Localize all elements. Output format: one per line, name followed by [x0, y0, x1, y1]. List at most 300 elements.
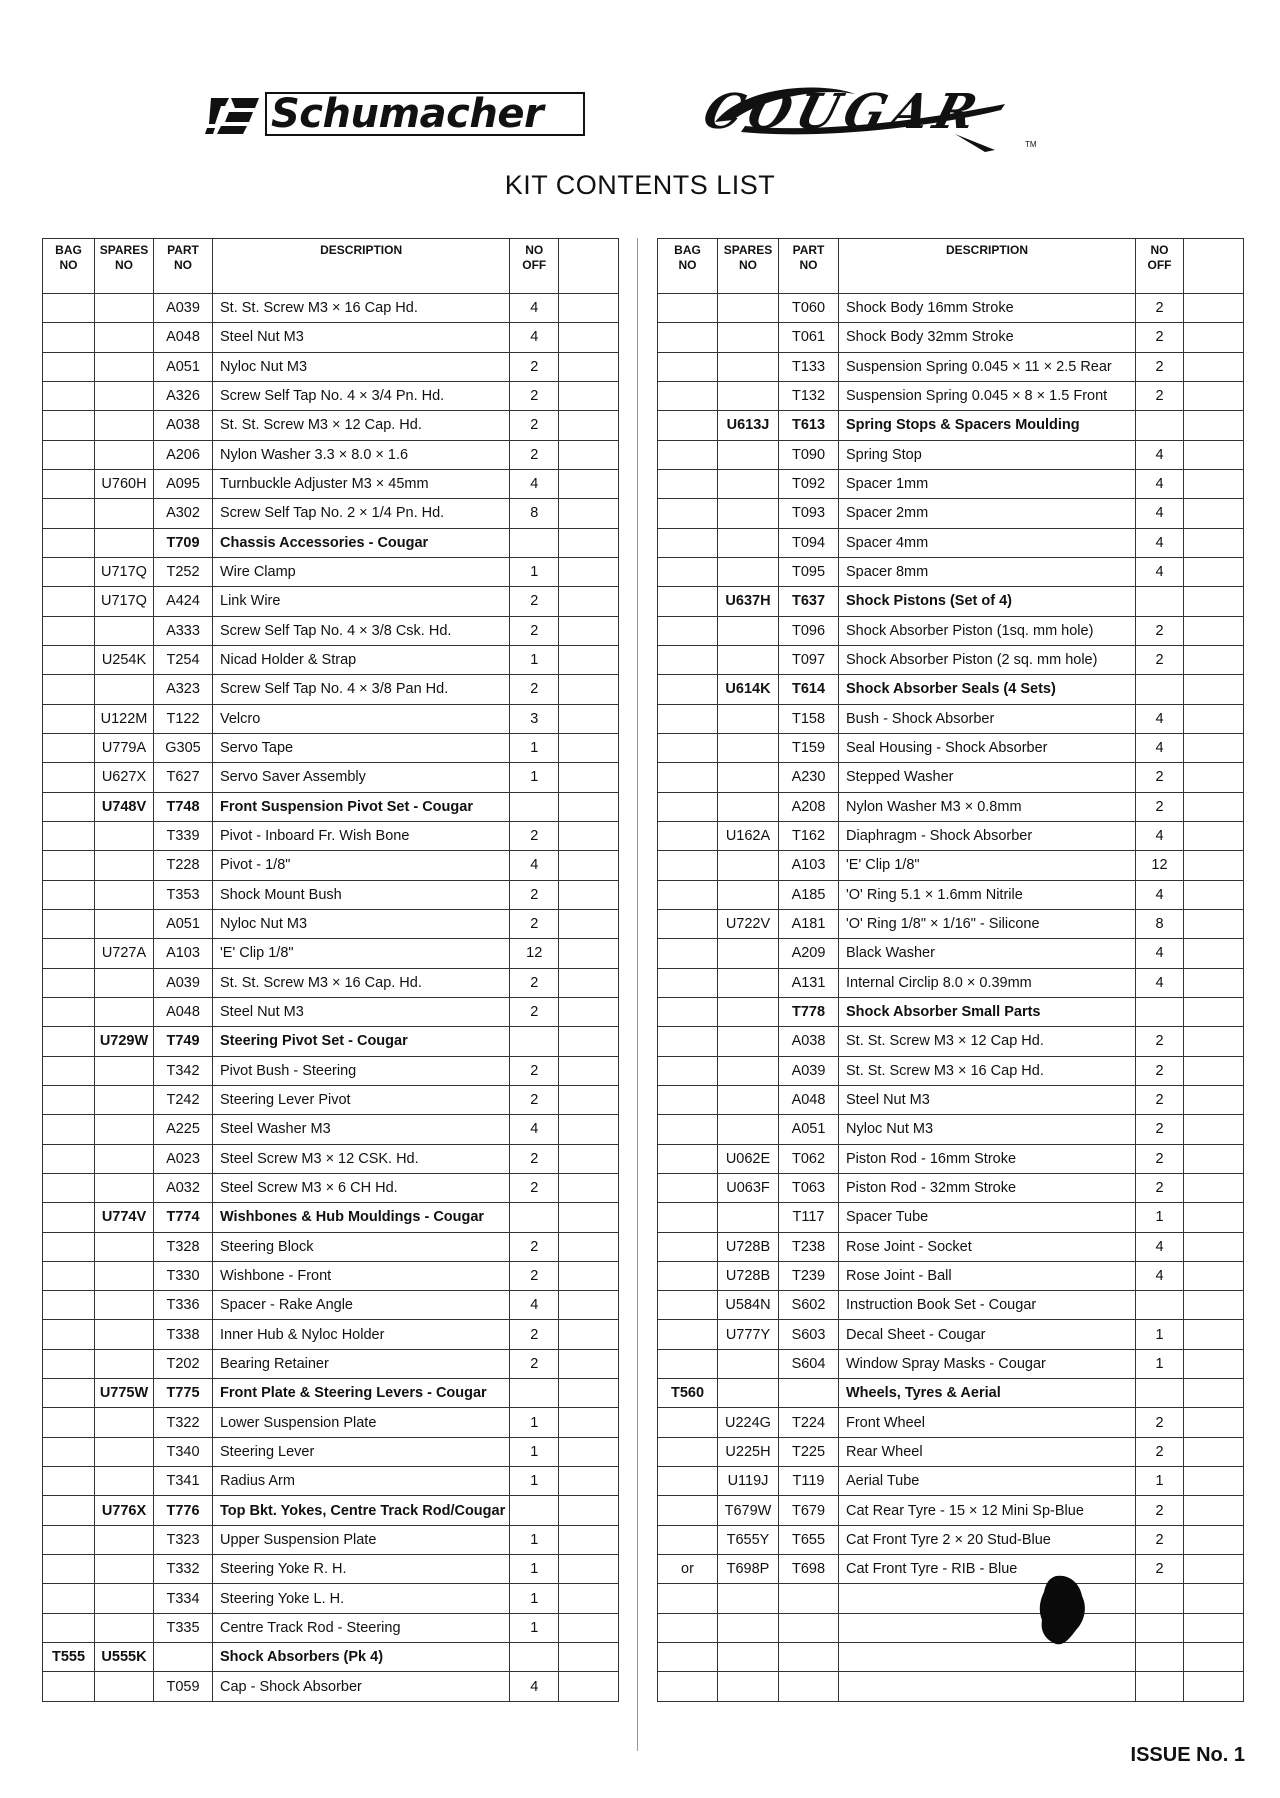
- qty-cell: 2: [510, 675, 559, 704]
- description-cell: 'O' Ring 5.1 × 1.6mm Nitrile: [839, 880, 1136, 909]
- table-row: [658, 1467, 1244, 1496]
- spares-no-cell: U775W: [95, 1379, 154, 1408]
- spares-no-cell: [718, 1349, 779, 1378]
- blank-cell: [559, 1496, 619, 1525]
- part-no-cell: T095: [779, 557, 839, 586]
- spares-no-cell: [95, 1291, 154, 1320]
- bag-no-cell: [658, 1613, 718, 1642]
- part-no-cell: T242: [154, 1085, 213, 1114]
- spares-no-cell: U779A: [95, 733, 154, 762]
- spares-no-cell: [95, 1320, 154, 1349]
- spares-no-cell: [718, 499, 779, 528]
- blank-cell: [559, 997, 619, 1026]
- table-row: [658, 821, 1244, 850]
- description-cell: [839, 1672, 1136, 1701]
- qty-cell: 4: [1136, 968, 1184, 997]
- qty-cell: 2: [510, 1320, 559, 1349]
- blank-cell: [559, 499, 619, 528]
- qty-cell: 2: [1136, 1525, 1184, 1554]
- spares-no-cell: [95, 880, 154, 909]
- description-cell: Steering Yoke L. H.: [213, 1584, 510, 1613]
- brand-name: Schumacher: [271, 91, 544, 137]
- blank-cell: [559, 733, 619, 762]
- description-cell: Wishbones & Hub Mouldings - Cougar: [213, 1203, 510, 1232]
- blank-cell: [1184, 381, 1244, 410]
- spares-no-cell: [95, 1085, 154, 1114]
- blank-cell: [559, 1525, 619, 1554]
- bag-no-cell: [658, 1232, 718, 1261]
- qty-cell: 2: [1136, 381, 1184, 410]
- blank-cell: [559, 1672, 619, 1701]
- spares-no-cell: U627X: [95, 763, 154, 792]
- description-cell: Spacer Tube: [839, 1203, 1136, 1232]
- description-cell: Cat Front Tyre - RIB - Blue: [839, 1555, 1136, 1584]
- part-no-cell: A023: [154, 1144, 213, 1173]
- table-row: [658, 469, 1244, 498]
- table-row: [658, 1144, 1244, 1173]
- qty-cell: 4: [510, 294, 559, 323]
- description-cell: Rose Joint - Socket: [839, 1232, 1136, 1261]
- bag-no-cell: [658, 880, 718, 909]
- bag-no-cell: [43, 1291, 95, 1320]
- qty-cell: [1136, 1613, 1184, 1642]
- spares-no-cell: T655Y: [718, 1525, 779, 1554]
- part-no-cell: T094: [779, 528, 839, 557]
- qty-cell: 1: [1136, 1467, 1184, 1496]
- bag-no-cell: [658, 1203, 718, 1232]
- qty-cell: 2: [510, 616, 559, 645]
- bag-no-cell: [43, 939, 95, 968]
- bag-no-cell: [43, 294, 95, 323]
- table-row: [43, 411, 619, 440]
- blank-cell: [559, 557, 619, 586]
- part-no-header: PART NO: [779, 239, 839, 294]
- blank-cell: [559, 763, 619, 792]
- qty-cell: 4: [1136, 469, 1184, 498]
- part-no-cell: T637: [779, 587, 839, 616]
- part-no-cell: A039: [779, 1056, 839, 1085]
- spares-no-cell: U760H: [95, 469, 154, 498]
- description-cell: Upper Suspension Plate: [213, 1525, 510, 1554]
- blank-cell: [559, 1173, 619, 1202]
- issue-number: ISSUE No. 1: [1130, 1744, 1245, 1766]
- bag-no-header: BAG NO: [43, 239, 95, 294]
- table-row: [658, 1203, 1244, 1232]
- bag-no-cell: [43, 352, 95, 381]
- bag-no-cell: T560: [658, 1379, 718, 1408]
- description-cell: Nylon Washer 3.3 × 8.0 × 1.6: [213, 440, 510, 469]
- spares-no-cell: U122M: [95, 704, 154, 733]
- blank-cell: [1184, 557, 1244, 586]
- table-row: [658, 1555, 1244, 1584]
- spares-no-cell: [718, 1056, 779, 1085]
- description-cell: Diaphragm - Shock Absorber: [839, 821, 1136, 850]
- spares-no-cell: [95, 909, 154, 938]
- table-row: [43, 616, 619, 645]
- bag-no-cell: [43, 1467, 95, 1496]
- part-no-cell: A302: [154, 499, 213, 528]
- description-cell: Top Bkt. Yokes, Centre Track Rod/Cougar: [213, 1496, 510, 1525]
- qty-cell: 4: [510, 1291, 559, 1320]
- blank-cell: [1184, 675, 1244, 704]
- description-cell: Chassis Accessories - Cougar: [213, 528, 510, 557]
- table-row: [658, 1027, 1244, 1056]
- bag-no-cell: [43, 1261, 95, 1290]
- spares-no-cell: U727A: [95, 939, 154, 968]
- spares-no-cell: [718, 440, 779, 469]
- column-divider: [637, 238, 638, 1751]
- part-no-cell: T353: [154, 880, 213, 909]
- bag-no-cell: [43, 880, 95, 909]
- description-cell: Steel Nut M3: [839, 1085, 1136, 1114]
- bag-no-cell: [658, 1261, 718, 1290]
- blank-cell: [559, 1027, 619, 1056]
- description-cell: Rose Joint - Ball: [839, 1261, 1136, 1290]
- bag-no-cell: [658, 821, 718, 850]
- part-no-cell: A131: [779, 968, 839, 997]
- table-row: [658, 411, 1244, 440]
- part-no-cell: T614: [779, 675, 839, 704]
- blank-cell: [559, 1203, 619, 1232]
- spares-no-cell: U254K: [95, 645, 154, 674]
- part-no-cell: A326: [154, 381, 213, 410]
- blank-cell: [559, 1555, 619, 1584]
- blank-cell: [1184, 1115, 1244, 1144]
- spares-no-cell: U728B: [718, 1232, 779, 1261]
- page-title: KIT CONTENTS LIST: [504, 170, 776, 200]
- spares-no-cell: [718, 1672, 779, 1701]
- qty-cell: 4: [1136, 733, 1184, 762]
- table-row: [43, 733, 619, 762]
- description-cell: St. St. Screw M3 × 12 Cap Hd.: [839, 1027, 1136, 1056]
- bag-no-cell: [658, 1144, 718, 1173]
- spares-no-cell: U063F: [718, 1173, 779, 1202]
- qty-cell: [510, 1027, 559, 1056]
- table-row: [43, 1437, 619, 1466]
- description-cell: Steel Nut M3: [213, 323, 510, 352]
- description-cell: Nyloc Nut M3: [839, 1115, 1136, 1144]
- part-no-cell: A051: [779, 1115, 839, 1144]
- description-cell: Nylon Washer M3 × 0.8mm: [839, 792, 1136, 821]
- qty-cell: 2: [510, 1085, 559, 1114]
- table-row: [658, 557, 1244, 586]
- qty-cell: [1136, 997, 1184, 1026]
- table-row: [43, 557, 619, 586]
- spares-no-cell: [718, 939, 779, 968]
- table-row: [43, 880, 619, 909]
- blank-cell: [559, 1613, 619, 1642]
- spares-no-cell: U776X: [95, 1496, 154, 1525]
- spares-no-cell: [718, 645, 779, 674]
- blank-cell: [1184, 1379, 1244, 1408]
- qty-cell: [1136, 675, 1184, 704]
- qty-cell: 4: [1136, 557, 1184, 586]
- bag-no-cell: [658, 939, 718, 968]
- bag-no-cell: [43, 1555, 95, 1584]
- description-cell: Pivot - Inboard Fr. Wish Bone: [213, 821, 510, 850]
- table-row: [658, 939, 1244, 968]
- blank-cell: [1184, 1613, 1244, 1642]
- blank-cell: [1184, 792, 1244, 821]
- blank-cell: [559, 1379, 619, 1408]
- table-row: [43, 704, 619, 733]
- description-cell: Stepped Washer: [839, 763, 1136, 792]
- bag-no-cell: [43, 1672, 95, 1701]
- blank-cell: [559, 939, 619, 968]
- bag-no-cell: [658, 411, 718, 440]
- blank-cell: [1184, 704, 1244, 733]
- spares-no-cell: U777Y: [718, 1320, 779, 1349]
- table-row: [658, 1672, 1244, 1701]
- table-row: [43, 1672, 619, 1701]
- part-no-cell: A051: [154, 352, 213, 381]
- description-cell: Steering Lever Pivot: [213, 1085, 510, 1114]
- description-cell: Seal Housing - Shock Absorber: [839, 733, 1136, 762]
- description-cell: Steering Lever: [213, 1437, 510, 1466]
- qty-cell: 1: [510, 1613, 559, 1642]
- table-row: [658, 1496, 1244, 1525]
- part-no-cell: T061: [779, 323, 839, 352]
- blank-cell: [559, 1085, 619, 1114]
- part-no-cell: T749: [154, 1027, 213, 1056]
- part-no-cell: T335: [154, 1613, 213, 1642]
- table-row: [658, 1056, 1244, 1085]
- qty-cell: 4: [1136, 440, 1184, 469]
- bag-no-cell: [658, 587, 718, 616]
- blank-cell: [1184, 1349, 1244, 1378]
- table-row: [43, 1643, 619, 1672]
- qty-cell: 2: [510, 821, 559, 850]
- blank-cell: [559, 792, 619, 821]
- table-row: [43, 1584, 619, 1613]
- spares-no-cell: [95, 294, 154, 323]
- blank-cell: [1184, 294, 1244, 323]
- blank-cell: [1184, 1291, 1244, 1320]
- table-row: [658, 1349, 1244, 1378]
- blank-cell: [1184, 1555, 1244, 1584]
- bag-no-cell: [43, 968, 95, 997]
- qty-cell: [1136, 1379, 1184, 1408]
- blank-cell: [1184, 880, 1244, 909]
- qty-cell: 4: [1136, 880, 1184, 909]
- table-row: [43, 1291, 619, 1320]
- description-cell: Pivot Bush - Steering: [213, 1056, 510, 1085]
- schumacher-mark-icon: [205, 94, 261, 136]
- table-row: [658, 1115, 1244, 1144]
- description-cell: Nyloc Nut M3: [213, 352, 510, 381]
- table-row: [43, 587, 619, 616]
- table-row: [43, 1320, 619, 1349]
- part-no-cell: T062: [779, 1144, 839, 1173]
- part-no-cell: T340: [154, 1437, 213, 1466]
- description-cell: Servo Tape: [213, 733, 510, 762]
- bag-no-cell: [43, 821, 95, 850]
- blank-cell: [1184, 1173, 1244, 1202]
- blank-cell: [1184, 1408, 1244, 1437]
- spares-no-cell: [95, 352, 154, 381]
- qty-cell: 4: [510, 323, 559, 352]
- spares-no-cell: [95, 1525, 154, 1554]
- bag-no-cell: [43, 1320, 95, 1349]
- part-no-cell: T709: [154, 528, 213, 557]
- part-no-cell: T342: [154, 1056, 213, 1085]
- bag-no-cell: [658, 1408, 718, 1437]
- spares-no-cell: U722V: [718, 909, 779, 938]
- qty-cell: 2: [510, 997, 559, 1026]
- blank-cell: [1184, 1261, 1244, 1290]
- description-cell: Shock Mount Bush: [213, 880, 510, 909]
- qty-cell: 4: [1136, 704, 1184, 733]
- part-no-cell: T133: [779, 352, 839, 381]
- qty-cell: 2: [510, 1173, 559, 1202]
- table-row: [658, 909, 1244, 938]
- bag-no-cell: [43, 1525, 95, 1554]
- bag-no-cell: [43, 792, 95, 821]
- bag-no-cell: [43, 675, 95, 704]
- spares-no-cell: [95, 1467, 154, 1496]
- qty-cell: 1: [510, 1584, 559, 1613]
- spares-no-cell: U225H: [718, 1437, 779, 1466]
- blank-cell: [1184, 1144, 1244, 1173]
- description-cell: Velcro: [213, 704, 510, 733]
- table-row: [658, 1379, 1244, 1408]
- part-no-header: PART NO: [154, 239, 213, 294]
- description-cell: [839, 1613, 1136, 1642]
- table-row: [658, 352, 1244, 381]
- part-no-cell: S603: [779, 1320, 839, 1349]
- table-row: [43, 352, 619, 381]
- description-cell: Wheels, Tyres & Aerial: [839, 1379, 1136, 1408]
- spares-no-cell: U748V: [95, 792, 154, 821]
- left-table-body: [43, 294, 619, 1702]
- table-row: [43, 1056, 619, 1085]
- part-no-cell: A048: [154, 323, 213, 352]
- part-no-cell: A048: [154, 997, 213, 1026]
- part-no-cell: [779, 1672, 839, 1701]
- blank-cell: [559, 1144, 619, 1173]
- blank-cell: [1184, 1320, 1244, 1349]
- bag-no-cell: [658, 792, 718, 821]
- spares-no-cell: [95, 440, 154, 469]
- bag-no-cell: [658, 1027, 718, 1056]
- part-no-cell: T341: [154, 1467, 213, 1496]
- description-cell: Piston Rod - 32mm Stroke: [839, 1173, 1136, 1202]
- spares-no-cell: [95, 1232, 154, 1261]
- description-cell: 'E' Clip 1/8": [213, 939, 510, 968]
- blank-cell: [1184, 1203, 1244, 1232]
- spares-no-cell: [95, 997, 154, 1026]
- blank-cell: [559, 1261, 619, 1290]
- blank-cell: [559, 1115, 619, 1144]
- bag-no-cell: [658, 557, 718, 586]
- table-header-row: [658, 239, 1244, 294]
- spares-no-cell: [718, 1203, 779, 1232]
- qty-cell: 2: [1136, 1408, 1184, 1437]
- spares-no-cell: [95, 1115, 154, 1144]
- description-cell: Shock Body 32mm Stroke: [839, 323, 1136, 352]
- description-cell: Wire Clamp: [213, 557, 510, 586]
- description-cell: Lower Suspension Plate: [213, 1408, 510, 1437]
- qty-cell: 4: [510, 1115, 559, 1144]
- bag-no-cell: [43, 1085, 95, 1114]
- table-row: [43, 1525, 619, 1554]
- description-cell: [839, 1643, 1136, 1672]
- description-cell: St. St. Screw M3 × 16 Cap Hd.: [839, 1056, 1136, 1085]
- blank-cell: [1184, 1467, 1244, 1496]
- qty-cell: 4: [510, 469, 559, 498]
- blank-cell: [1184, 469, 1244, 498]
- spares-no-cell: [718, 880, 779, 909]
- description-cell: Shock Absorber Small Parts: [839, 997, 1136, 1026]
- table-row: [43, 1232, 619, 1261]
- qty-cell: 4: [510, 851, 559, 880]
- part-no-cell: A230: [779, 763, 839, 792]
- table-row: [43, 1115, 619, 1144]
- bag-no-cell: [43, 1437, 95, 1466]
- part-no-cell: A181: [779, 909, 839, 938]
- table-row: [43, 1173, 619, 1202]
- part-no-cell: T158: [779, 704, 839, 733]
- bag-no-cell: [43, 1056, 95, 1085]
- spares-no-cell: [718, 792, 779, 821]
- description-cell: Steering Yoke R. H.: [213, 1555, 510, 1584]
- part-no-cell: T334: [154, 1584, 213, 1613]
- bag-no-cell: [658, 323, 718, 352]
- bag-no-cell: [658, 1173, 718, 1202]
- description-cell: Spacer 8mm: [839, 557, 1136, 586]
- spares-no-cell: [95, 1261, 154, 1290]
- qty-cell: 4: [510, 1672, 559, 1701]
- bag-no-cell: [658, 968, 718, 997]
- description-cell: St. St. Screw M3 × 12 Cap. Hd.: [213, 411, 510, 440]
- spares-no-header: SPARES NO: [95, 239, 154, 294]
- part-no-cell: T330: [154, 1261, 213, 1290]
- bag-no-cell: [658, 616, 718, 645]
- part-no-cell: A051: [154, 909, 213, 938]
- part-no-cell: A048: [779, 1085, 839, 1114]
- part-no-cell: T228: [154, 851, 213, 880]
- blank-cell: [559, 587, 619, 616]
- bag-no-cell: [43, 557, 95, 586]
- blank-cell: [559, 1232, 619, 1261]
- bag-no-cell: [43, 733, 95, 762]
- spares-no-cell: U119J: [718, 1467, 779, 1496]
- bag-no-cell: [658, 440, 718, 469]
- kit-table-left: [42, 238, 619, 1702]
- part-no-cell: A103: [779, 851, 839, 880]
- spares-no-cell: [95, 616, 154, 645]
- bag-no-cell: [658, 1525, 718, 1554]
- bag-no-cell: [43, 1613, 95, 1642]
- blank-cell: [559, 880, 619, 909]
- table-row: [658, 1261, 1244, 1290]
- table-row: [43, 645, 619, 674]
- description-cell: Turnbuckle Adjuster M3 × 45mm: [213, 469, 510, 498]
- qty-cell: 2: [510, 1261, 559, 1290]
- table-row: [43, 1085, 619, 1114]
- bag-no-cell: [43, 381, 95, 410]
- bag-no-cell: [43, 704, 95, 733]
- part-no-cell: T776: [154, 1496, 213, 1525]
- qty-cell: 2: [1136, 294, 1184, 323]
- bag-no-cell: [658, 1349, 718, 1378]
- spares-no-cell: [718, 704, 779, 733]
- spares-no-cell: [95, 1672, 154, 1701]
- spares-no-cell: [718, 1115, 779, 1144]
- part-no-cell: T774: [154, 1203, 213, 1232]
- table-row: [658, 1408, 1244, 1437]
- spares-no-cell: [95, 323, 154, 352]
